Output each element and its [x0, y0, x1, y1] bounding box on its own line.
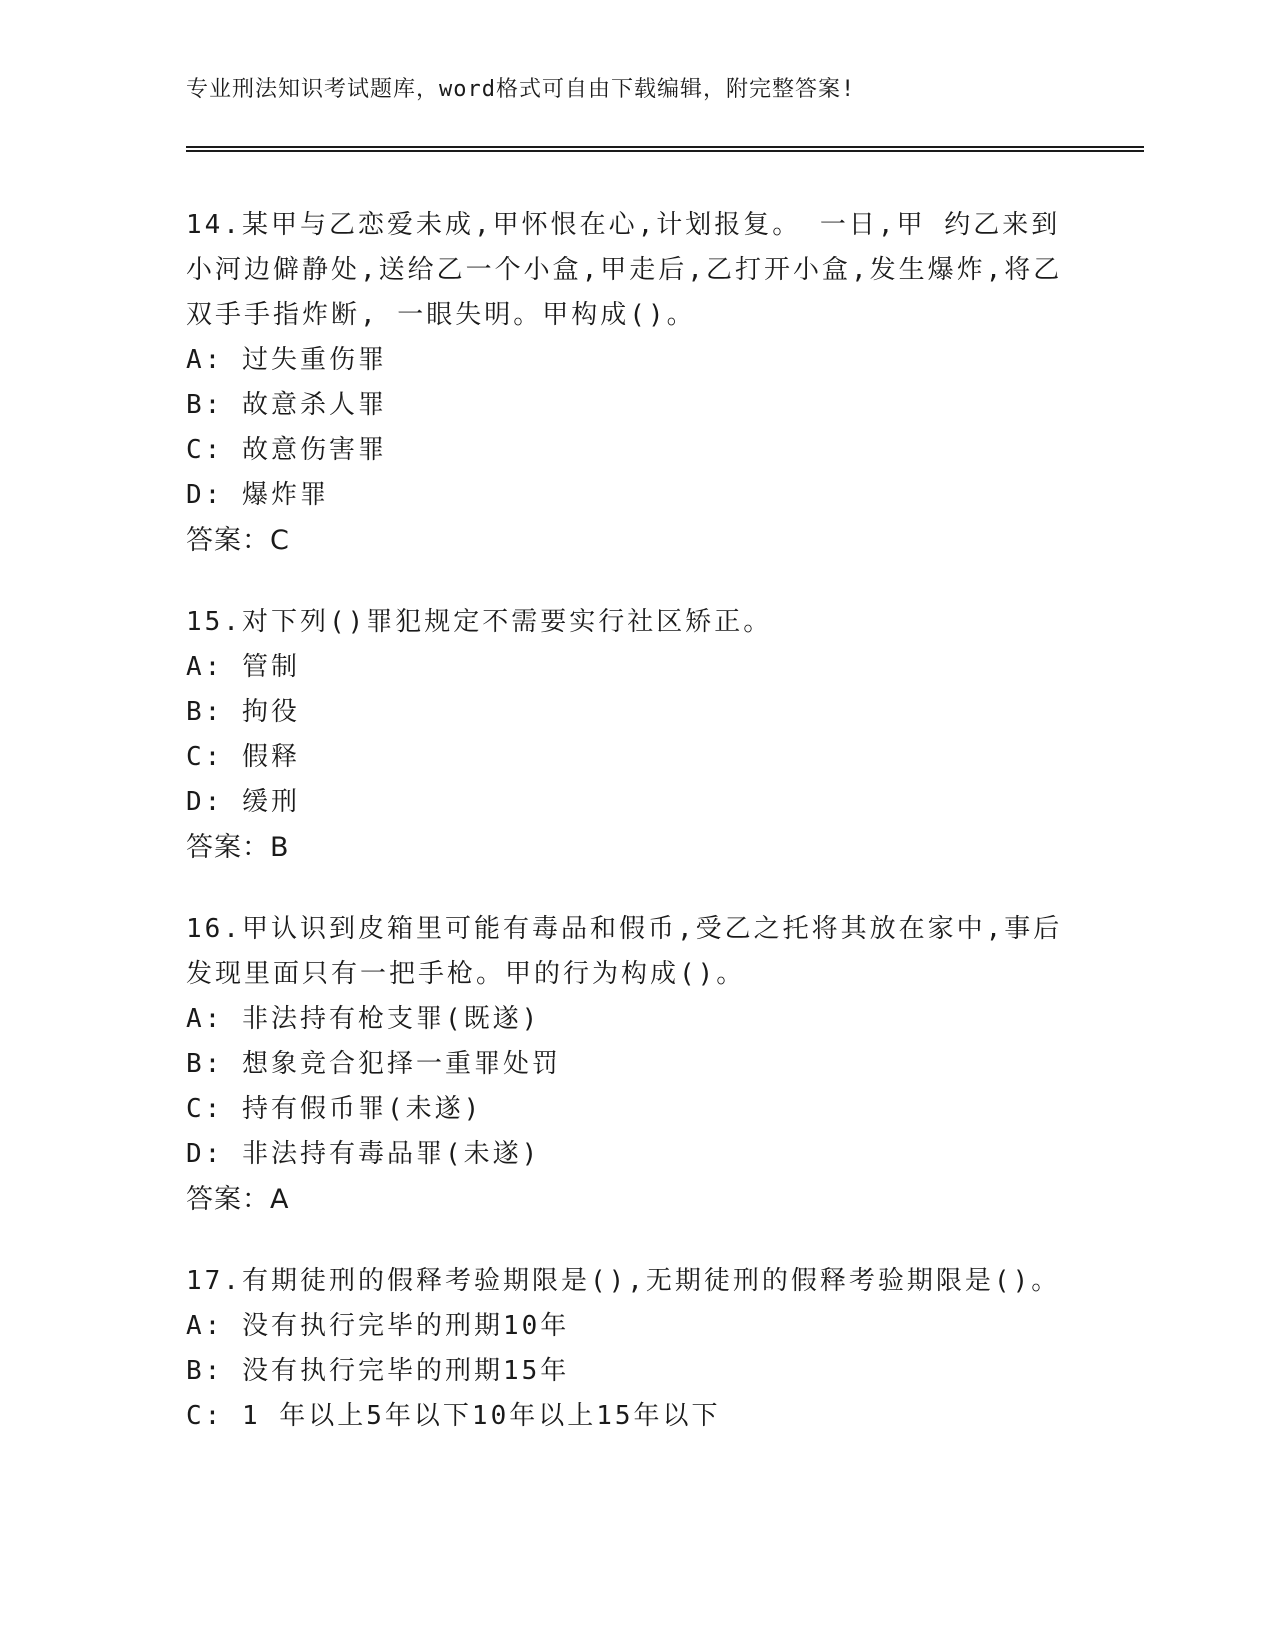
question-14	[186, 203, 1086, 563]
option-b: B: 想象竞合犯择一重罪处罚	[186, 1049, 561, 1079]
option-d: D: 爆炸罪	[186, 480, 329, 510]
question-17	[186, 1259, 1086, 1439]
answer-line: 答案：C	[186, 525, 290, 556]
question-16	[186, 907, 1086, 1222]
option-c: C: 1 年以上5年以下10年以上15年以下	[186, 1401, 721, 1431]
option-c: C: 假释	[186, 742, 300, 772]
question-text: 15.对下列()罪犯规定不需要实行社区矫正。	[186, 607, 773, 637]
option-b: B: 拘役	[186, 697, 300, 727]
option-b: B: 故意杀人罪	[186, 390, 387, 420]
option-d: D: 缓刑	[186, 787, 300, 817]
question-text: 14.某甲与乙恋爱未成,甲怀恨在心,计划报复。 一日,甲 约乙来到小河边僻静处,送给乙一个小盒,甲走后,乙打开小盒,发生爆炸,将乙双手手指炸断, 一眼失明。甲构成()。	[186, 210, 1063, 330]
option-a: A: 非法持有枪支罪(既遂)	[186, 1004, 541, 1034]
answer-line: 答案：A	[186, 1184, 290, 1215]
question-list	[186, 203, 1086, 1476]
question-text: 17.有期徒刑的假释考验期限是(),无期徒刑的假释考验期限是()。	[186, 1266, 1061, 1296]
answer-line: 答案：B	[186, 832, 290, 863]
option-a: A: 管制	[186, 652, 300, 682]
header-divider	[186, 146, 1144, 152]
option-c: C: 故意伤害罪	[186, 435, 387, 465]
option-c: C: 持有假币罪(未遂)	[186, 1094, 483, 1124]
page-header: 专业刑法知识考试题库，word格式可自由下载编辑，附完整答案!	[186, 77, 856, 102]
question-text: 16.甲认识到皮箱里可能有毒品和假币,受乙之托将其放在家中,事后发现里面只有一把手枪。甲的行为构成()。	[186, 914, 1063, 989]
question-15	[186, 600, 1086, 870]
option-b: B: 没有执行完毕的刑期15年	[186, 1356, 570, 1386]
option-a: A: 过失重伤罪	[186, 345, 387, 375]
option-d: D: 非法持有毒品罪(未遂)	[186, 1139, 541, 1169]
option-a: A: 没有执行完毕的刑期10年	[186, 1311, 570, 1341]
